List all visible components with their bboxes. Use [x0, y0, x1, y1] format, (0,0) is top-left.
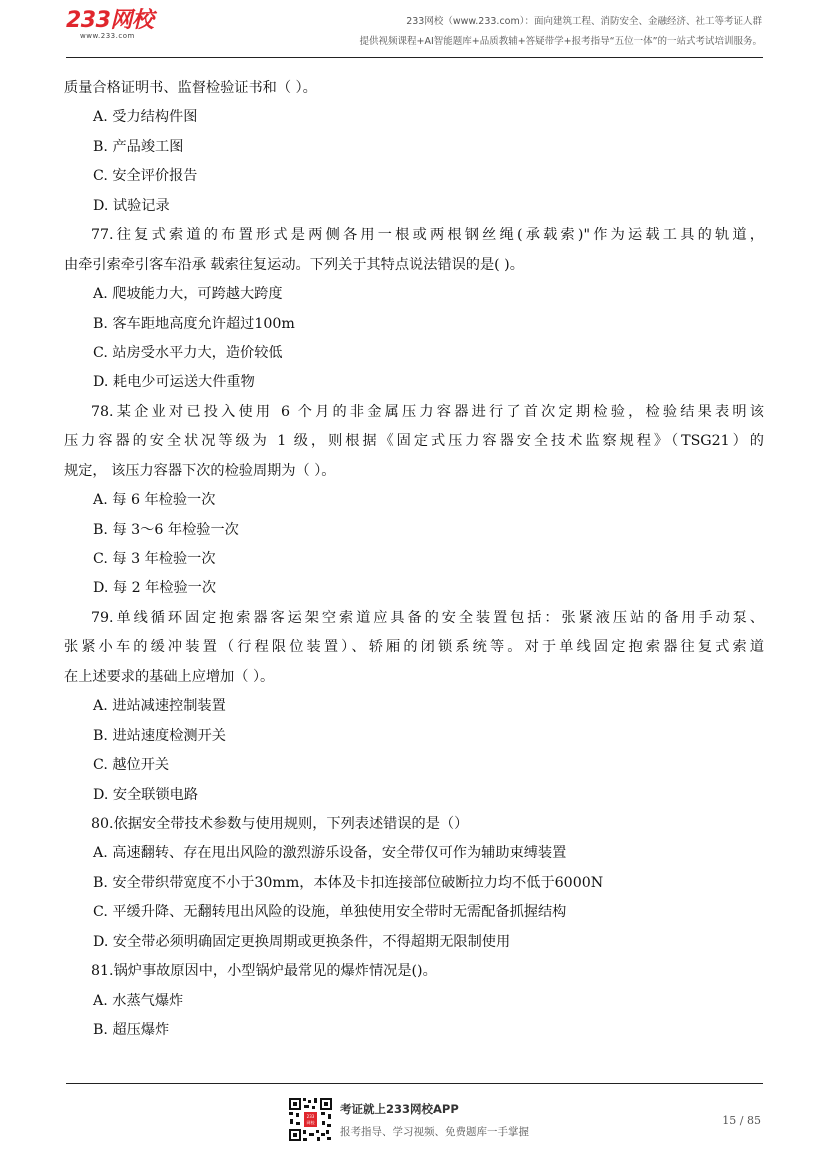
- qr-badge-line-1: 233: [306, 1114, 315, 1119]
- document-body: [64, 74, 764, 1045]
- question-81-option-a: A. 水蒸气爆炸: [93, 992, 184, 1009]
- question-78-stem-cont: 压力容器的安全状况等级为 1 级，则根据《固定式压力容器安全技术监察规程》（TSG21）的: [64, 433, 764, 450]
- footer-divider: [66, 1083, 763, 1084]
- header-divider: [66, 57, 763, 58]
- app-promo-subtitle: 报考指导、学习视频、免费题库一手掌握: [340, 1126, 529, 1138]
- question-78-option-a: A. 每 6 年检验一次: [93, 492, 216, 509]
- question-79-option-d: D. 安全联锁电路: [93, 786, 199, 803]
- brand-logo[interactable]: [66, 9, 153, 40]
- question-77-option-a: A. 爬坡能力大，可跨越大跨度: [93, 286, 283, 303]
- question-79-stem: 79.单线循环固定抱索器客运架空索道应具备的安全装置包括：张紧液压站的备用手动泵、: [91, 609, 764, 626]
- question-80-option-d: D. 安全带必须明确固定更换周期或更换条件，不得超期无限制使用: [93, 933, 511, 950]
- question-79-option-c: C. 越位开关: [93, 757, 170, 774]
- question-76-stem-tail: 质量合格证明书、监督检验证书和（ ）。: [64, 80, 317, 96]
- page-header: [0, 0, 830, 60]
- logo-url: www.233.com: [80, 32, 135, 40]
- header-tagline-line-1: 233网校（www.233.com）：面向建筑工程、消防安全、金融经济、社工等考证人群: [406, 16, 762, 27]
- question-78-option-b: B. 每 3～6 年检验一次: [93, 521, 239, 538]
- question-77-option-b: B. 客车距地高度允许超过100m: [93, 315, 295, 332]
- question-81-stem: 81.锅炉事故原因中，小型锅炉最常见的爆炸情况是()。: [91, 963, 437, 980]
- question-76-option-c: C. 安全评价报告: [93, 168, 198, 185]
- question-81-option-b: B. 超压爆炸: [93, 1022, 170, 1038]
- question-76-option-d: D. 试验记录: [93, 197, 170, 214]
- qr-badge-line-2: 网校: [306, 1120, 315, 1125]
- question-80-stem: 80.依据安全带技术参数与使用规则，下列表述错误的是（）: [91, 815, 469, 832]
- page-number: 15 / 85: [722, 1114, 761, 1127]
- question-78-option-d: D. 每 2 年检验一次: [93, 580, 217, 597]
- header-tagline: [360, 12, 763, 52]
- question-77-stem: 77.往复式索道的布置形式是两侧各用一根或两根钢丝绳(承载索)"作为运载工具的轨道，: [91, 227, 764, 244]
- question-79-stem-end: 在上述要求的基础上应增加（ ）。: [64, 668, 275, 685]
- question-77-option-c: C. 站房受水平力大，造价较低: [93, 344, 283, 361]
- header-tagline-line-2: 提供视频课程+AI智能题库+品质教辅+答疑带学+报考指导“五位一体”的一站式考试培训服务。: [359, 36, 762, 47]
- question-78-stem-end: 规定， 该压力容器下次的检验周期为（ ）。: [64, 462, 336, 479]
- question-77-stem-cont: 由牵引索牵引客车沿承 载索往复运动。下列关于其特点说法错误的是( )。: [64, 256, 524, 273]
- question-78-option-c: C. 每 3 年检验一次: [93, 551, 216, 567]
- question-79-option-a: A. 进站减速控制装置: [93, 698, 226, 715]
- question-78-stem: 78.某企业对已投入使用 6 个月的非金属压力容器进行了首次定期检验，检验结果表明该: [91, 403, 764, 420]
- question-76-option-a: A. 受力结构件图: [93, 109, 198, 126]
- question-80-option-a: A. 高速翻转、存在甩出风险的激烈游乐设备，安全带仅可作为辅助束缚装置: [93, 845, 567, 862]
- question-80-option-b: B. 安全带织带宽度不小于30mm，本体及卡扣连接部位破断拉力均不低于6000N: [93, 874, 604, 891]
- question-79-option-b: B. 进站速度检测开关: [93, 727, 226, 744]
- question-76-option-b: B. 产品竣工图: [93, 138, 184, 155]
- question-79-stem-cont: 张紧小车的缓冲装置（行程限位装置）、轿厢的闭锁系统等。对于单线固定抱索器往复式索道: [64, 639, 764, 656]
- question-77-option-d: D. 耗电少可运送大件重物: [93, 374, 255, 391]
- logo-wordmark: 233网校: [66, 8, 154, 33]
- app-promo-title[interactable]: 考证就上233网校APP: [340, 1102, 459, 1116]
- question-80-option-c: C. 平缓升降、无翻转甩出风险的设施，单独使用安全带时无需配备抓握结构: [93, 904, 567, 921]
- qr-code-icon[interactable]: [288, 1097, 333, 1142]
